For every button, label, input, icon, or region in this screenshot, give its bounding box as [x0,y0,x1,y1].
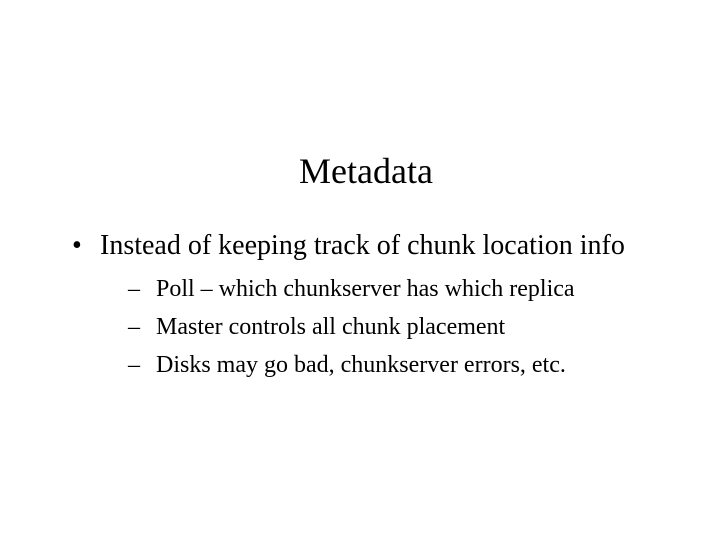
dash-marker: – [128,314,140,340]
sub-bullet-text: Disks may go bad, chunkserver errors, etc. [156,352,566,378]
bullet-item [72,227,672,264]
bullet-marker: • [72,230,82,261]
sub-bullet-text: Poll – which chunkserver has which replica [156,276,575,302]
dash-marker: – [128,276,140,302]
slide-title: Metadata [299,151,433,191]
slide-content [72,227,672,384]
bullet-text: Instead of keeping track of chunk location info [100,230,625,261]
dash-marker: – [128,352,140,378]
sub-bullet-item [128,308,672,346]
sub-bullet-list [72,270,672,384]
sub-bullet-item [128,270,672,308]
sub-bullet-text: Master controls all chunk placement [156,314,506,340]
sub-bullet-item [128,346,672,384]
